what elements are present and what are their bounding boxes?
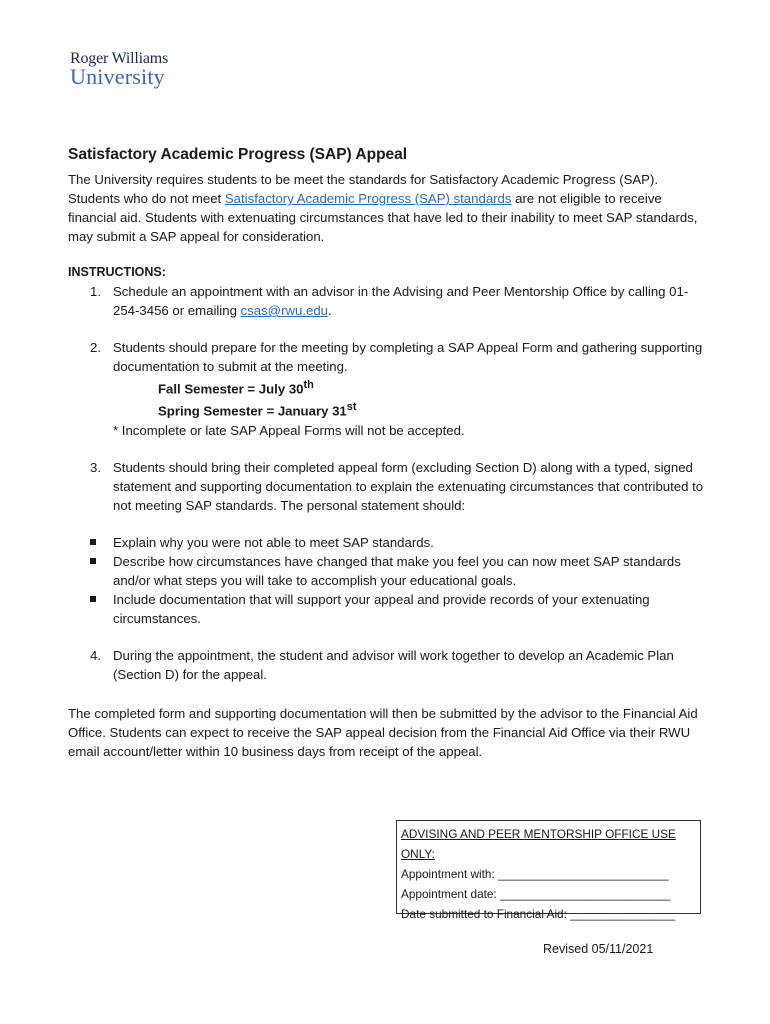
- closing-paragraph: The completed form and supporting documentation will then be submitted by the advisor to the Financial Aid Office. Students can expect to receive the SAP appeal decision from the Financial Aid Office via their RWU email account/letter within 10 business days from receipt of the appeal.: [68, 705, 698, 759]
- bullet-text: Describe how circumstances have changed that make you feel you can now meet SAP standards and/or what steps you will take to accomplish your educational goals.: [113, 553, 681, 588]
- date-submitted-field: Date submitted to Financial Aid: ________________: [401, 907, 676, 921]
- spring-deadline-sup: st: [346, 401, 357, 414]
- intro-text-2: are not eligible to receive financial aid. Students with extenuating circumstances that have led to their inability to meet SAP standards, may submit a SAP appeal for consideration.: [68, 191, 698, 244]
- bullet-text: Include documentation that will support your appeal and provide records of your extenuating circumstances.: [113, 591, 650, 626]
- revised-date: Revised 05/11/2021: [543, 942, 654, 956]
- step-text: Students should bring their completed appeal form (excluding Section D) along with a typed, signed statement and supporting documentation to explain the extenuating circumstances that contributed to not meeting SAP standards. The personal statement should:: [113, 459, 704, 513]
- step-text: Schedule an appointment with an advisor in the Advising and Peer Mentorship Office by calling 01-254-3456 or emailing: [113, 284, 689, 318]
- square-bullet-icon: [90, 558, 96, 564]
- intro-text-1: The University requires students to be meet the standards for Satisfactory Academic Progress (SAP). Students who do not meet: [68, 172, 659, 206]
- list-item: [68, 590, 708, 628]
- appointment-date-field: Appointment date: __________________________: [401, 887, 671, 901]
- step-number: 1.: [90, 284, 101, 299]
- step-text: During the appointment, the student and advisor will work together to develop an Academic Plan (Section D) for the appeal.: [113, 647, 674, 682]
- step-text-end: .: [327, 303, 332, 318]
- instructions-heading: INSTRUCTIONS:: [68, 265, 166, 279]
- fall-deadline: [113, 376, 708, 398]
- appointment-with-field: Appointment with: __________________________: [401, 867, 669, 881]
- instructions-list: [68, 282, 708, 515]
- late-forms-note: * Incomplete or late SAP Appeal Forms will not be accepted.: [113, 422, 465, 438]
- fall-deadline-sup: th: [303, 379, 314, 391]
- list-item: [68, 646, 708, 684]
- list-item: [68, 338, 708, 440]
- list-item: [68, 282, 708, 320]
- instructions-list-cont: [68, 646, 708, 684]
- spring-deadline-text: Spring Semester = January 31: [158, 403, 347, 419]
- intro-paragraph: [68, 170, 708, 246]
- bullet-text: Explain why you were not able to meet SAP standards.: [113, 534, 434, 550]
- page-title: Satisfactory Academic Progress (SAP) Appeal: [68, 146, 408, 163]
- list-spacer: [68, 440, 708, 458]
- document-body: [68, 145, 708, 761]
- university-logo: [70, 50, 168, 87]
- step-number: 2.: [90, 340, 101, 355]
- sap-standards-link[interactable]: Satisfactory Academic Progress (SAP) standards: [224, 191, 512, 206]
- logo-line-1: Roger Williams: [70, 50, 169, 67]
- square-bullet-icon: [90, 539, 96, 545]
- step-number: 4.: [90, 647, 101, 663]
- office-use-box: [396, 820, 701, 921]
- step-number: 3.: [90, 459, 101, 475]
- fall-deadline-text: Fall Semester = July 30: [158, 381, 304, 397]
- square-bullet-icon: [90, 596, 96, 602]
- list-item: [68, 552, 708, 590]
- office-use-heading: ADVISING AND PEER MENTORSHIP OFFICE USE ONLY:: [401, 827, 676, 861]
- list-spacer: [68, 320, 708, 338]
- spring-deadline: [113, 398, 708, 420]
- list-item: [68, 458, 708, 515]
- email-link[interactable]: csas@rwu.edu: [240, 303, 328, 318]
- personal-statement-list: [68, 533, 708, 628]
- list-item: [68, 533, 708, 552]
- logo-line-2: University: [70, 64, 165, 89]
- step-text: Students should prepare for the meeting by completing a SAP Appeal Form and gathering supporting documentation to submit at the meeting.: [113, 340, 703, 374]
